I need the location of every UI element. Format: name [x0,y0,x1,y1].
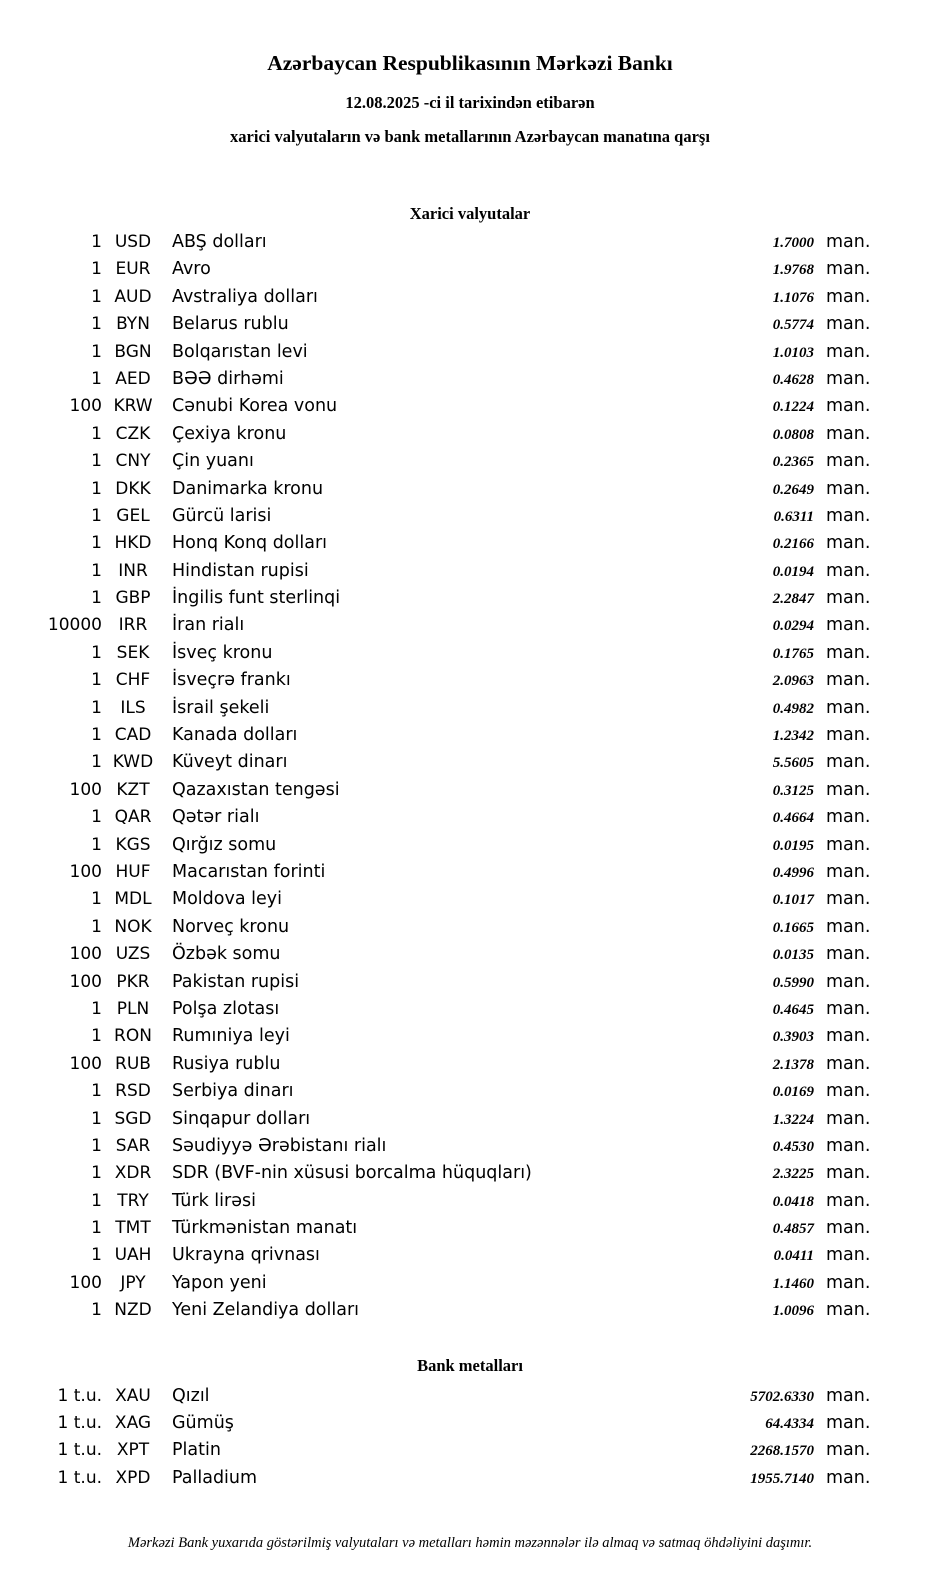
quantity: 10000 [47,615,102,636]
rate-row [40,1383,870,1410]
currency-name: Norveç kronu [172,916,290,937]
exchange-rate: 0.0418 [772,1193,814,1210]
rate-row [40,393,870,420]
currency-name: Kanada dolları [172,725,298,746]
currency-code: SEK [116,642,150,663]
currency-code: XAG [114,1413,152,1434]
rate-row [40,859,870,886]
exchange-rate: 0.5774 [772,317,814,334]
currency-code: HKD [114,533,152,554]
rate-row [40,749,870,776]
currency-code: USD [114,232,152,252]
unit-label: man. [826,1081,871,1102]
unit-label: man. [826,1108,871,1129]
currency-code: BGN [114,341,152,362]
unit-label: man. [826,423,871,444]
section-title-metals: Bank metalları [417,1355,523,1375]
quantity: 1 [91,1245,102,1266]
exchange-rate: 5702.6330 [750,1388,814,1405]
exchange-rate: 0.1224 [772,399,814,416]
unit-label: man. [826,505,871,526]
currency-name: Yapon yeni [172,1272,267,1293]
unit-label: man. [826,725,871,746]
rate-row [40,695,870,722]
unit-label: man. [826,944,871,965]
currency-name: Küveyt dinarı [172,752,288,773]
unit-label: man. [826,286,871,307]
currency-name: Cənubi Korea vonu [172,396,338,417]
currency-name: Palladium [172,1467,258,1488]
currency-name: Platin [172,1440,221,1461]
currency-code: XDR [114,1163,152,1184]
currency-name: BƏƏ dirhəmi [172,368,284,389]
exchange-rate: 0.1765 [772,645,814,662]
exchange-rate: 1.3224 [772,1111,814,1128]
currency-name: Serbiya dinarı [172,1081,294,1102]
rate-row [40,1023,870,1050]
exchange-rate: 0.2166 [772,536,814,553]
unit-label: man. [826,889,871,910]
quantity: 1 [91,232,102,252]
unit-label: man. [826,807,871,828]
currency-name: Çin yuanı [172,451,254,472]
currency-name: İsveçrə frankı [172,670,291,691]
bank-title: Azərbaycan Respublikasının Mərkəzi Bankı [267,51,673,75]
rate-row [40,448,870,475]
rate-row [40,1078,870,1105]
currency-name: Yeni Zelandiya dolları [172,1300,360,1321]
currency-name: Qızıl [172,1385,210,1406]
quantity: 1 [91,505,102,526]
unit-label: man. [826,368,871,389]
rate-row [40,1297,870,1324]
rate-row [40,612,870,639]
exchange-rate: 0.3903 [772,1029,814,1046]
currency-code: CAD [114,725,152,746]
unit-label: man. [826,396,871,417]
unit-label: man. [826,1300,871,1321]
quantity: 1 [91,451,102,472]
footer-disclaimer: Mərkəzi Bank yuxarıda göstərilmiş valyutaları və metalları həmin məzənnələr ilə almaq və satmaq öhdəliyini daşımır. [127,1535,813,1552]
currency-name: Avro [172,259,211,280]
currency-name: Rusiya rublu [172,1053,281,1074]
rate-row [40,804,870,831]
currency-name: Türk lirəsi [172,1190,256,1211]
currency-name: Gürcü larisi [172,505,272,526]
unit-label: man. [826,1440,871,1461]
unit-label: man. [826,1190,871,1211]
rate-row [40,1465,870,1492]
rate-row [40,1242,870,1269]
currency-code: XAU [115,1385,151,1406]
rate-row [40,503,870,530]
quantity: 1 [91,834,102,855]
currency-name: SDR (BVF-nin xüsusi borcalma hüquqları) [172,1163,532,1184]
quantity: 1 [91,1026,102,1047]
currency-name: Hindistan rupisi [172,560,309,581]
quantity: 1 [91,1081,102,1102]
exchange-rate: 2.1378 [772,1056,814,1073]
rate-row [40,969,870,996]
rate-row [40,722,870,749]
quantity: 100 [69,944,102,965]
currency-name: Polşa zlotası [172,998,280,1019]
exchange-rate: 0.0195 [772,837,814,854]
rate-row [40,311,870,338]
quantity: 1 [91,1300,102,1321]
currency-name: Özbək somu [172,944,281,965]
unit-label: man. [826,560,871,581]
quantity: 1 t.u. [57,1413,102,1434]
quantity: 1 [91,1163,102,1184]
exchange-rate: 1955.7140 [750,1470,814,1487]
exchange-rate: 0.0135 [772,947,814,964]
currency-code: TMT [115,1218,151,1239]
currency-name: Qətər rialı [172,807,260,828]
quantity: 100 [69,779,102,800]
unit-label: man. [826,1245,871,1266]
currency-code: IRR [118,615,148,636]
rate-row [40,558,870,585]
exchange-rate: 1.1460 [772,1275,814,1292]
exchange-rate: 1.7000 [772,235,814,251]
currency-code: UZS [115,944,151,965]
exchange-rate: 0.1665 [772,919,814,936]
page-subtitle: xarici valyutaların və bank metallarının Azərbaycan manatına qarşı [230,127,710,146]
rate-row [40,667,870,694]
exchange-rate: 0.6311 [773,508,814,525]
currency-name: Qırğız somu [172,834,277,855]
currency-code: NOK [114,916,152,937]
rate-row [40,1437,870,1464]
currency-code: PLN [116,998,150,1019]
rate-row [40,476,870,503]
quantity: 1 [91,889,102,910]
exchange-rate: 1.0096 [772,1303,814,1320]
quantity: 1 [91,1190,102,1211]
currency-code: ILS [120,697,146,718]
exchange-rate: 0.2365 [772,454,814,471]
quantity: 1 [91,1108,102,1129]
currency-code: EUR [115,259,151,280]
unit-label: man. [826,998,871,1019]
unit-label: man. [826,259,871,280]
exchange-rate: 0.4982 [772,700,814,717]
exchange-rate: 0.0411 [773,1248,814,1265]
unit-label: man. [826,697,871,718]
quantity: 1 [91,286,102,307]
exchange-rate: 0.4530 [772,1138,814,1155]
currency-code: XPT [116,1440,150,1461]
currency-code: KGS [115,834,151,855]
currency-name: Moldova leyi [172,889,282,910]
currency-code: KRW [113,396,153,417]
currency-code: PKR [116,971,150,992]
rate-row [40,1188,870,1215]
currency-code: RON [114,1026,152,1047]
rate-row [40,585,870,612]
currency-code: MDL [114,889,152,910]
currency-name: Qazaxıstan tengəsi [172,779,340,800]
unit-label: man. [826,1163,871,1184]
section-title-currencies: Xarici valyutalar [409,204,531,223]
exchange-rate: 5.5605 [772,755,814,772]
unit-label: man. [826,533,871,554]
quantity: 1 [91,259,102,280]
quantity: 1 [91,697,102,718]
rate-row [40,1051,870,1078]
currency-code: RUB [115,1053,151,1074]
exchange-rate: 1.9768 [772,262,814,279]
currency-name: Sinqapur dolları [172,1108,311,1129]
quantity: 1 [91,670,102,691]
rate-row [40,256,870,283]
rate-row [40,914,870,941]
currency-code: GBP [115,588,151,609]
unit-label: man. [826,1053,871,1074]
unit-label: man. [826,232,871,252]
quantity: 1 [91,314,102,335]
quantity: 100 [69,396,102,417]
quantity: 100 [69,1053,102,1074]
quantity: 1 [91,916,102,937]
unit-label: man. [826,642,871,663]
currency-code: GEL [116,505,150,526]
unit-label: man. [826,615,871,636]
exchange-rate: 2.3225 [772,1166,814,1183]
currency-code: NZD [114,1300,152,1321]
exchange-rate: 0.5990 [772,974,814,991]
currency-code: SGD [114,1108,152,1129]
currency-name: İsrail şekeli [172,697,270,718]
currency-table [0,229,940,1325]
currency-code: BYN [116,314,150,335]
unit-label: man. [826,1135,871,1156]
quantity: 1 [91,423,102,444]
currency-name: İsveç kronu [172,642,273,663]
quantity: 1 [91,368,102,389]
unit-label: man. [826,1218,871,1239]
unit-label: man. [826,1467,871,1488]
exchange-rate: 0.4857 [772,1221,814,1238]
rate-row [40,996,870,1023]
rate-row [40,832,870,859]
currency-code: CHF [115,670,151,691]
exchange-rate: 1.0103 [772,344,814,361]
exchange-rate: 0.0294 [772,618,814,635]
quantity: 1 [91,642,102,663]
unit-label: man. [826,779,871,800]
quantity: 1 [91,533,102,554]
quantity: 100 [69,1272,102,1293]
quantity: 1 [91,725,102,746]
quantity: 1 t.u. [57,1467,102,1488]
unit-label: man. [826,1385,871,1406]
quantity: 100 [69,861,102,882]
quantity: 1 [91,807,102,828]
currency-name: İngilis funt sterlinqi [172,588,341,609]
rate-row [40,941,870,968]
unit-label: man. [826,916,871,937]
exchange-rate: 0.0194 [772,563,814,580]
currency-name: Türkmənistan manatı [172,1218,358,1239]
rate-row [40,1160,870,1187]
currency-code: TRY [117,1190,149,1211]
quantity: 1 [91,1135,102,1156]
currency-code: HUF [115,861,151,882]
exchange-rate: 0.4996 [772,864,814,881]
metal-table [0,1383,940,1493]
unit-label: man. [826,752,871,773]
quantity: 1 [91,560,102,581]
rate-row [40,1270,870,1297]
currency-name: Danimarka kronu [172,478,324,499]
unit-label: man. [826,314,871,335]
currency-code: CNY [115,451,151,472]
unit-label: man. [826,478,871,499]
unit-label: man. [826,588,871,609]
unit-label: man. [826,1026,871,1047]
unit-label: man. [826,971,871,992]
currency-name: Gümüş [172,1413,234,1434]
currency-name: Avstraliya dolları [172,286,318,307]
unit-label: man. [826,861,871,882]
rate-row [40,1215,870,1242]
exchange-rate: 2.2847 [772,591,814,608]
currency-name: Belarus rublu [172,314,289,335]
currency-name: Bolqarıstan levi [172,341,308,362]
rate-row [40,421,870,448]
currency-code: KWD [112,752,154,773]
exchange-rate: 1.2342 [772,728,814,745]
exchange-rate: 2268.1570 [750,1443,814,1460]
currency-code: XPD [115,1467,151,1488]
rate-row [40,777,870,804]
rate-row [40,366,870,393]
exchange-rate: 0.3125 [772,782,814,799]
rate-row [40,530,870,557]
rate-row [40,1410,870,1437]
rate-row [40,886,870,913]
quantity: 1 [91,998,102,1019]
rate-row [40,339,870,366]
exchange-rate: 0.2649 [772,481,814,498]
currency-name: Rumıniya leyi [172,1026,290,1047]
exchange-rate: 1.1076 [772,289,814,306]
quantity: 1 [91,341,102,362]
quantity: 1 [91,1218,102,1239]
currency-name: Macarıstan forinti [172,861,326,882]
unit-label: man. [826,1272,871,1293]
currency-name: Pakistan rupisi [172,971,300,992]
currency-name: Ukrayna qrivnası [172,1245,320,1266]
currency-code: UAH [114,1245,152,1266]
rate-row [40,1106,870,1133]
exchange-rate: 0.4628 [772,371,814,388]
currency-name: Səudiyyə Ərəbistanı rialı [172,1135,387,1156]
unit-label: man. [826,1413,871,1434]
unit-label: man. [826,670,871,691]
exchange-rate: 0.0808 [772,426,814,443]
quantity: 1 t.u. [57,1440,102,1461]
exchange-rate: 0.4664 [772,810,814,827]
unit-label: man. [826,341,871,362]
currency-name: Çexiya kronu [172,423,287,444]
quantity: 1 t.u. [57,1385,102,1406]
currency-code: RSD [115,1081,151,1102]
quantity: 1 [91,752,102,773]
exchange-rate: 2.0963 [772,673,814,690]
currency-code: JPY [120,1272,146,1293]
rate-row [40,229,870,256]
currency-code: QAR [114,807,152,828]
exchange-rate: 0.4645 [772,1001,814,1018]
exchange-rate: 0.0169 [772,1084,814,1101]
currency-code: CZK [115,423,151,444]
exchange-rate: 0.1017 [772,892,814,909]
currency-code: INR [118,560,148,581]
rate-row [40,1133,870,1160]
unit-label: man. [826,451,871,472]
rate-row [40,284,870,311]
rate-row [40,640,870,667]
quantity: 1 [91,478,102,499]
currency-code: SAR [115,1135,151,1156]
currency-name: Honq Konq dolları [172,533,328,554]
quantity: 100 [69,971,102,992]
currency-name: ABŞ dolları [172,232,267,252]
currency-code: KZT [116,779,150,800]
effective-date-line: 12.08.2025 -ci il tarixindən etibarən [345,93,595,112]
currency-name: İran rialı [172,615,245,636]
unit-label: man. [826,834,871,855]
currency-code: AUD [114,286,152,307]
currency-code: AED [115,368,151,389]
exchange-rate: 64.4334 [765,1416,814,1433]
currency-code: DKK [115,478,151,499]
quantity: 1 [91,588,102,609]
